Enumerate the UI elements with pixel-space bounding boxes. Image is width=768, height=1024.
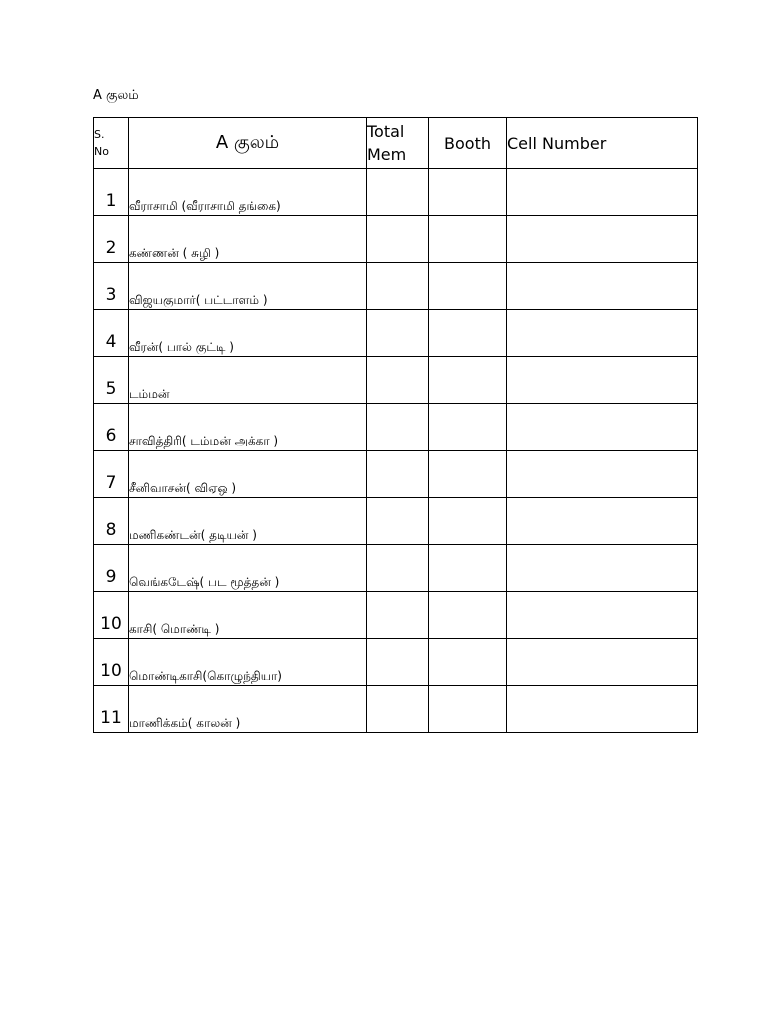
cell-number-cell: [507, 686, 698, 733]
booth-cell: [429, 404, 507, 451]
table-row: [94, 216, 698, 263]
serial-number-cell: [94, 639, 129, 686]
booth-cell: [429, 686, 507, 733]
header-booth: Booth: [429, 118, 507, 169]
serial-number: 1: [105, 191, 117, 211]
serial-number-cell: [94, 686, 129, 733]
member-name: சாவித்திரி( டம்மன் அக்கா ): [129, 404, 367, 451]
total-members-cell: [367, 686, 429, 733]
total-members-cell: [367, 216, 429, 263]
header-serial-number: [94, 118, 129, 169]
cell-number-cell: [507, 639, 698, 686]
member-name: மொண்டிகாசி(கொழுந்தியா): [129, 639, 367, 686]
booth-cell: [429, 545, 507, 592]
serial-number: 10: [100, 614, 122, 634]
booth-cell: [429, 451, 507, 498]
member-table: [93, 117, 698, 733]
member-name: விஜயகுமார்( பட்டாளம் ): [129, 263, 367, 310]
table-row: [94, 451, 698, 498]
total-members-cell: [367, 451, 429, 498]
serial-number-cell: [94, 357, 129, 404]
cell-number-cell: [507, 263, 698, 310]
header-cell-number: Cell Number: [507, 118, 698, 169]
booth-cell: [429, 263, 507, 310]
serial-number-cell: [94, 216, 129, 263]
member-name: மணிகண்டன்( தடியன் ): [129, 498, 367, 545]
cell-number-cell: [507, 169, 698, 216]
booth-cell: [429, 592, 507, 639]
total-members-cell: [367, 310, 429, 357]
header-total-line1: Total: [367, 122, 405, 141]
serial-number-cell: [94, 310, 129, 357]
cell-number-cell: [507, 310, 698, 357]
member-name: சீனிவாசன்( விஏஒ ): [129, 451, 367, 498]
header-total-members: [367, 118, 429, 169]
table-row: [94, 404, 698, 451]
total-members-cell: [367, 639, 429, 686]
cell-number-cell: [507, 216, 698, 263]
booth-cell: [429, 216, 507, 263]
header-name: A குலம்: [129, 118, 367, 169]
cell-number-cell: [507, 357, 698, 404]
cell-number-cell: [507, 451, 698, 498]
serial-number: 10: [100, 661, 122, 681]
booth-cell: [429, 169, 507, 216]
serial-number-cell: [94, 498, 129, 545]
table-row: [94, 169, 698, 216]
document-title: A குலம்: [93, 88, 139, 103]
cell-number-cell: [507, 404, 698, 451]
cell-number-cell: [507, 592, 698, 639]
serial-number: 6: [105, 426, 117, 446]
serial-number: 8: [105, 520, 117, 540]
serial-number: 2: [105, 238, 117, 258]
serial-number: 5: [105, 379, 117, 399]
total-members-cell: [367, 498, 429, 545]
serial-number: 11: [100, 708, 122, 728]
header-serial-line1: S.: [94, 128, 105, 141]
table-row: [94, 357, 698, 404]
total-members-cell: [367, 592, 429, 639]
table-body: [94, 169, 698, 733]
serial-number-cell: [94, 404, 129, 451]
serial-number-cell: [94, 169, 129, 216]
table-row: [94, 592, 698, 639]
total-members-cell: [367, 404, 429, 451]
serial-number: 7: [105, 473, 117, 493]
member-name: காசி( மொண்டி ): [129, 592, 367, 639]
table-row: [94, 686, 698, 733]
serial-number-cell: [94, 263, 129, 310]
table-row: [94, 639, 698, 686]
serial-number: 3: [105, 285, 117, 305]
serial-number-cell: [94, 545, 129, 592]
total-members-cell: [367, 545, 429, 592]
booth-cell: [429, 310, 507, 357]
table-row: [94, 310, 698, 357]
member-name: டம்மன்: [129, 357, 367, 404]
table-row: [94, 263, 698, 310]
table-header-row: [94, 118, 698, 169]
total-members-cell: [367, 169, 429, 216]
member-name: வீரன்( பால் குட்டி ): [129, 310, 367, 357]
cell-number-cell: [507, 498, 698, 545]
member-name: கண்ணன் ( சுழி ): [129, 216, 367, 263]
booth-cell: [429, 357, 507, 404]
member-name: மாணிக்கம்( காலன் ): [129, 686, 367, 733]
serial-number-cell: [94, 451, 129, 498]
serial-number: 9: [105, 567, 117, 587]
header-total-line2: Mem: [367, 145, 407, 164]
table-row: [94, 545, 698, 592]
serial-number: 4: [105, 332, 117, 352]
cell-number-cell: [507, 545, 698, 592]
total-members-cell: [367, 263, 429, 310]
table-row: [94, 498, 698, 545]
serial-number-cell: [94, 592, 129, 639]
booth-cell: [429, 498, 507, 545]
member-name: வெங்கடேஷ்( பட மூத்தன் ): [129, 545, 367, 592]
booth-cell: [429, 639, 507, 686]
member-name: வீராசாமி (வீராசாமி தங்கை): [129, 169, 367, 216]
header-serial-line2: No: [94, 145, 109, 158]
total-members-cell: [367, 357, 429, 404]
